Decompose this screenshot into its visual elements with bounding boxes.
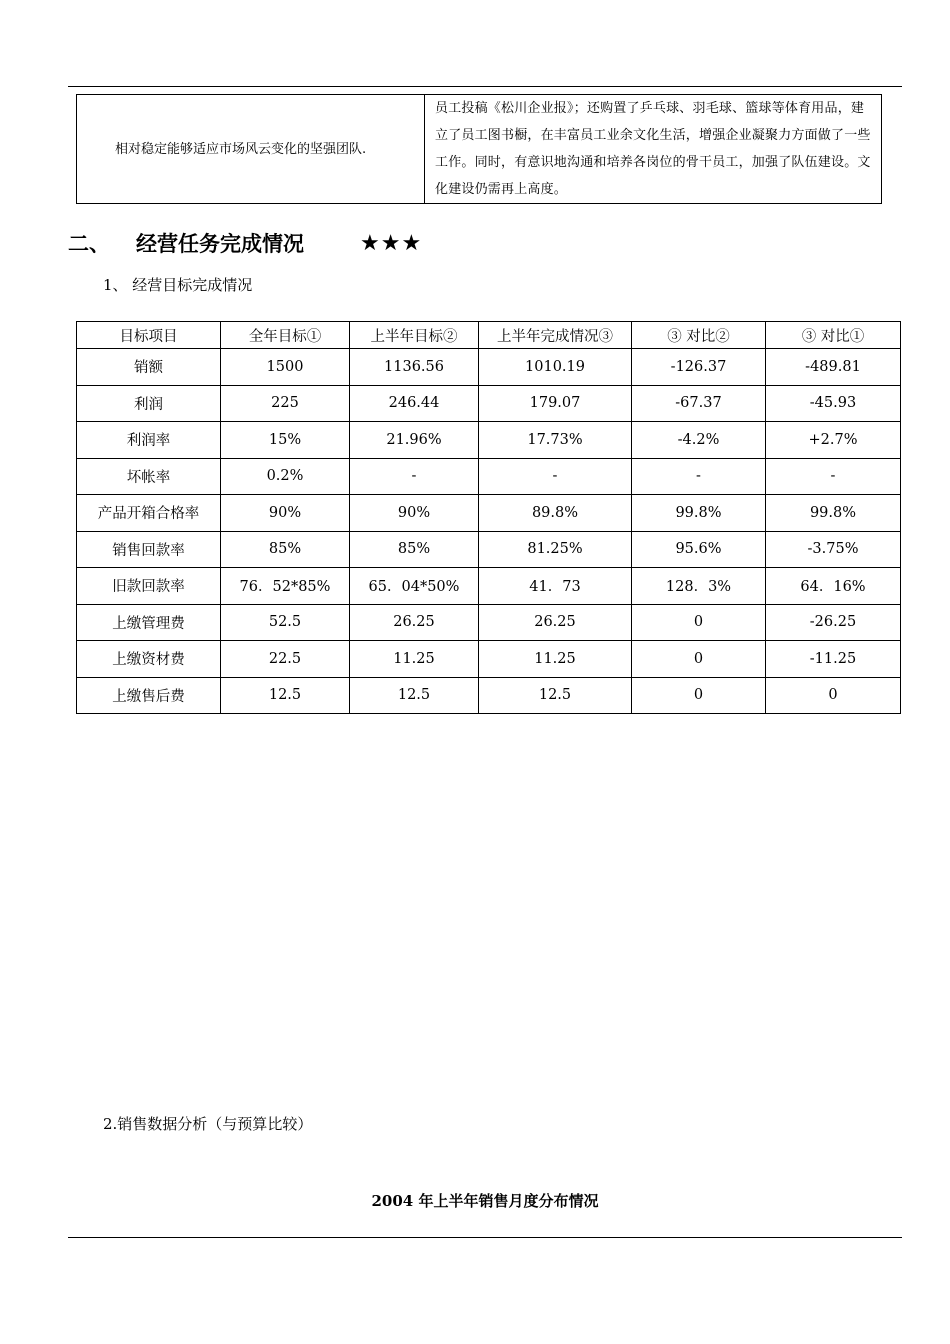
table-cell: -	[479, 458, 632, 495]
table-cell: 81.25%	[479, 531, 632, 568]
section-title: 经营任务完成情况	[136, 232, 304, 256]
table-row	[77, 385, 901, 422]
table-cell: -11.25	[766, 641, 901, 678]
table-cell: 0.2%	[221, 458, 350, 495]
table-cell: 26.25	[350, 604, 479, 641]
table-cell: 坏帐率	[77, 458, 221, 495]
table-cell: 12.5	[221, 677, 350, 714]
column-header: 上半年完成情况③	[479, 322, 632, 349]
table-cell: 85%	[350, 531, 479, 568]
table-cell: 1500	[221, 349, 350, 386]
table-cell: 利润	[77, 385, 221, 422]
table-cell: 上缴售后费	[77, 677, 221, 714]
table-cell: 95.6%	[632, 531, 766, 568]
table-cell: 65．04*50%	[350, 568, 479, 605]
table-cell: 90%	[221, 495, 350, 532]
table-row	[77, 531, 901, 568]
table-cell: 246.44	[350, 385, 479, 422]
continued-table	[76, 94, 882, 204]
table-cell: -4.2%	[632, 422, 766, 459]
table-cell: 12.5	[350, 677, 479, 714]
table-cell: 17.73%	[479, 422, 632, 459]
table-cell: -126.37	[632, 349, 766, 386]
table-cell: 销售回款率	[77, 531, 221, 568]
table-cell: +2.7%	[766, 422, 901, 459]
header-rule	[68, 86, 902, 87]
table-cell: 225	[221, 385, 350, 422]
table-cell: 21.96%	[350, 422, 479, 459]
table-row	[77, 422, 901, 459]
table-cell: -26.25	[766, 604, 901, 641]
table-cell: -45.93	[766, 385, 901, 422]
footer-rule	[68, 1237, 902, 1238]
table-cell: 11.25	[479, 641, 632, 678]
table-cell: 52.5	[221, 604, 350, 641]
chart-title: 2004 年上半年销售月度分布情况	[371, 1192, 599, 1210]
table-cell: -3.75%	[766, 531, 901, 568]
table-row	[77, 641, 901, 678]
table-cell: 99.8%	[632, 495, 766, 532]
column-header: 上半年目标②	[350, 322, 479, 349]
subsection-title-2: 2.销售数据分析（与预算比较）	[103, 1115, 313, 1133]
table-cell: -	[350, 458, 479, 495]
table-cell: 利润率	[77, 422, 221, 459]
table-row	[77, 349, 901, 386]
table-cell: -67.37	[632, 385, 766, 422]
table-cell: 41．73	[479, 568, 632, 605]
left-cell: 相对稳定能够适应市场风云变化的坚强团队.	[77, 95, 425, 204]
table-cell: 26.25	[479, 604, 632, 641]
table-cell: 1136.56	[350, 349, 479, 386]
table-cell: 上缴资材费	[77, 641, 221, 678]
table-row	[77, 95, 882, 204]
table-cell: 128．3%	[632, 568, 766, 605]
table-row	[77, 458, 901, 495]
column-header: 全年目标①	[221, 322, 350, 349]
table-cell: 12.5	[479, 677, 632, 714]
table-cell: 179.07	[479, 385, 632, 422]
table-cell: 上缴管理费	[77, 604, 221, 641]
table-cell: -	[766, 458, 901, 495]
table-cell: 85%	[221, 531, 350, 568]
table-row	[77, 604, 901, 641]
table-cell: 22.5	[221, 641, 350, 678]
table-cell: 销额	[77, 349, 221, 386]
table-cell: 99.8%	[766, 495, 901, 532]
targets-table	[76, 321, 901, 714]
table-cell: 90%	[350, 495, 479, 532]
table-cell: 64．16%	[766, 568, 901, 605]
right-cell: 员工投稿《松川企业报》；还购置了乒乓球、羽毛球、篮球等体育用品，建立了员工图书橱，在丰富员工业余文化生活，增强企业凝聚力方面做了一些工作。同时，有意识地沟通和培养各岗位的骨干员工，加强了队伍建设。文化建设仍需再上高度。	[425, 95, 882, 204]
table-cell: 15%	[221, 422, 350, 459]
column-header: 目标项目	[77, 322, 221, 349]
table-cell: 1010.19	[479, 349, 632, 386]
table-header-row	[77, 322, 901, 349]
column-header: ③ 对比①	[766, 322, 901, 349]
column-header: ③ 对比②	[632, 322, 766, 349]
star-rating: ★★★	[360, 230, 423, 256]
table-row	[77, 495, 901, 532]
table-cell: 89.8%	[479, 495, 632, 532]
table-cell: 0	[632, 677, 766, 714]
section-number: 二、	[68, 232, 110, 256]
table-row	[77, 568, 901, 605]
table-row	[77, 677, 901, 714]
table-cell: -	[632, 458, 766, 495]
table-cell: 0	[632, 641, 766, 678]
table-cell: 旧款回款率	[77, 568, 221, 605]
table-cell: 0	[766, 677, 901, 714]
table-cell: 产品开箱合格率	[77, 495, 221, 532]
table-cell: 11.25	[350, 641, 479, 678]
table-cell: 76．52*85%	[221, 568, 350, 605]
section-heading	[68, 228, 422, 258]
table-cell: 0	[632, 604, 766, 641]
table-cell: -489.81	[766, 349, 901, 386]
subsection-title-1: 1、 经营目标完成情况	[103, 276, 253, 294]
